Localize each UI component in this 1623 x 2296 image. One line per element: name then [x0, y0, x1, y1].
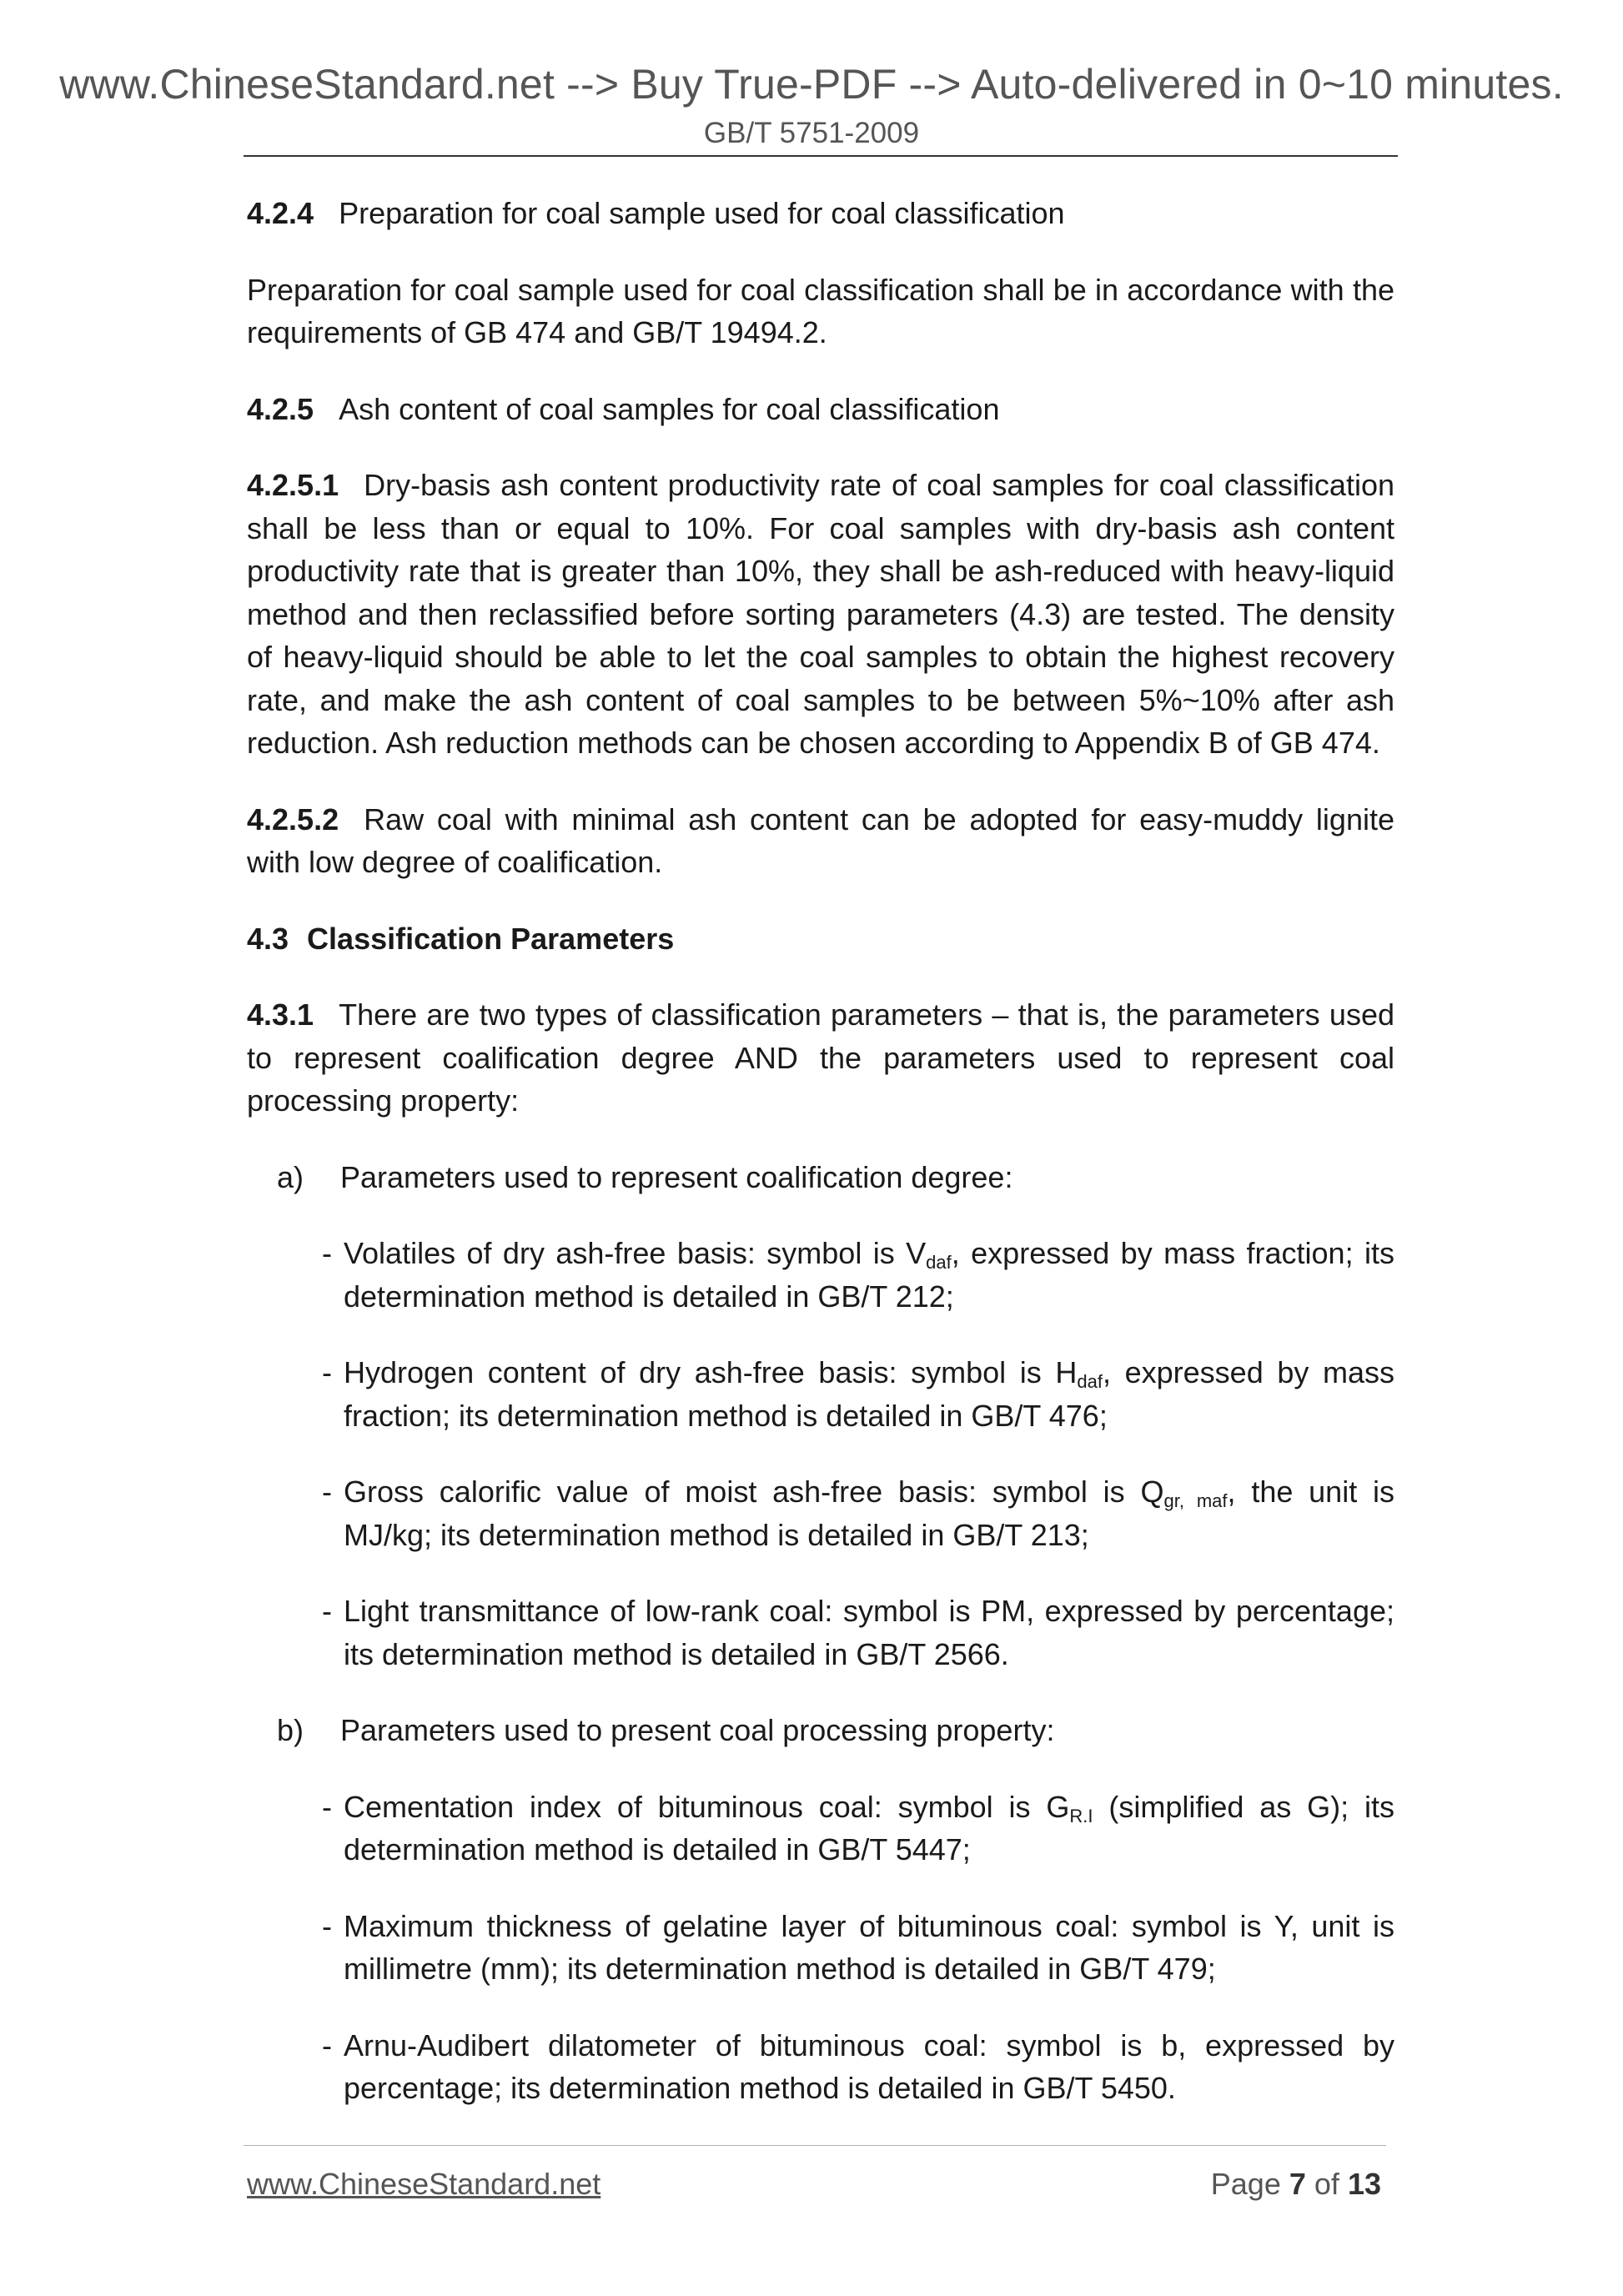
- dash-item: [322, 1351, 1394, 1437]
- section-4-2-5-heading: [247, 388, 1394, 431]
- dash-item: [322, 1232, 1394, 1318]
- dash-text: Cementation index of bituminous coal: symbol is $G_{R.I}$ (simplified as G); its determination method is detailed in GB/T 5447;: [344, 1789, 1394, 1866]
- page-label: Page: [1210, 2167, 1281, 2201]
- section-number: 4.2.5: [247, 391, 314, 426]
- header-banner[interactable]: www.ChineseStandard.net --> Buy True-PDF --> Auto-delivered in 0~10 minutes.: [59, 61, 1564, 108]
- section-4-3-1: [247, 993, 1394, 1123]
- dash-text: Hydrogen content of dry ash-free basis: symbol is $H_{daf}$, expressed by mass fraction; its determination method is detailed in GB/T 476;: [344, 1355, 1394, 1433]
- list-marker: b): [276, 1713, 304, 1747]
- footer-link[interactable]: www.ChineseStandard.net: [247, 2167, 601, 2201]
- section-4-2-4-heading: [247, 192, 1394, 235]
- page-content: [247, 192, 1394, 2143]
- dash-item: [322, 1905, 1394, 1991]
- dash-marker: -: [322, 1594, 332, 1628]
- dash-item: [322, 1786, 1394, 1871]
- dash-marker: -: [322, 1908, 332, 1943]
- section-text: There are two types of classification parameters – that is, the parameters used to represent coalification degree AND the parameters used to represent coal processing property:: [247, 997, 1394, 1118]
- of-label: of: [1314, 2167, 1339, 2201]
- header-divider: [244, 155, 1398, 157]
- dash-text: Volatiles of dry ash-free basis: symbol is $V_{daf}$, expressed by mass fraction; its determination method is detailed in GB/T 212;: [344, 1236, 1394, 1314]
- dash-item: [322, 1590, 1394, 1676]
- section-title: Classification Parameters: [307, 921, 675, 956]
- dash-marker: -: [322, 2027, 332, 2062]
- section-text: Dry-basis ash content productivity rate of coal samples for coal classification shall be less than or equal to 10%. For coal samples with dry-basis ash content productivity rate that is greater than 10%, they shall be ash-reduced with heavy-liquid method and then reclassified before sorting parameters (4.3) are tested. The density of heavy-liquid should be able to let the coal samples to obtain the highest recovery rate, and make the ash content of coal samples to be between 5%~10% after ash reduction. Ash reduction methods can be chosen according to Appendix B of GB 474.: [247, 468, 1394, 760]
- section-number: 4.2.5.2: [247, 801, 339, 837]
- page-indicator: [1211, 2167, 1381, 2202]
- section-text: Raw coal with minimal ash content can be adopted for easy-muddy lignite with low degree of coalification.: [247, 801, 1394, 879]
- dash-text: Gross calorific value of moist ash-free basis: symbol is $Q_{gr, maf}$, the unit is MJ/kg; its determination method is detailed in GB/T 213;: [344, 1475, 1394, 1552]
- dash-marker: -: [322, 1355, 332, 1389]
- section-number: 4.3.1: [247, 997, 314, 1032]
- section-number: 4.2.5.1: [247, 468, 339, 502]
- page-total: 13: [1347, 2167, 1381, 2201]
- dash-text: Light transmittance of low-rank coal: symbol is PM, expressed by percentage; its determination method is detailed in GB/T 2566.: [344, 1594, 1394, 1671]
- section-4-2-4-text: Preparation for coal sample used for coal classification shall be in accordance with the requirements of GB 474 and GB/T 19494.2.: [247, 272, 1394, 349]
- section-number: 4.3: [247, 921, 289, 956]
- dash-marker: -: [322, 1789, 332, 1824]
- document-id: GB/T 5751-2009: [703, 117, 920, 149]
- list-marker: a): [276, 1159, 304, 1194]
- page-number: 7: [1289, 2167, 1306, 2201]
- dash-marker: -: [322, 1475, 332, 1509]
- list-text: Parameters used to present coal processing property:: [340, 1713, 1055, 1747]
- section-4-2-5-1: [247, 464, 1394, 765]
- list-item-b: [247, 1709, 1394, 1752]
- dash-text: Maximum thickness of gelatine layer of bituminous coal: symbol is Y, unit is millimetre (mm); its determination method is detailed in GB/T 479;: [344, 1908, 1394, 1986]
- list-text: Parameters used to represent coalification degree:: [340, 1159, 1013, 1194]
- dash-item: [322, 1470, 1394, 1556]
- section-number: 4.2.4: [247, 196, 314, 230]
- dash-text: Arnu-Audibert dilatometer of bituminous coal: symbol is b, expressed by percentage; its determination method is detailed in GB/T 5450.: [344, 2027, 1394, 2105]
- dash-item: [322, 2024, 1394, 2110]
- list-item-a: [247, 1156, 1394, 1199]
- section-4-2-5-2: [247, 798, 1394, 884]
- section-title: Preparation for coal sample used for coal classification: [339, 196, 1065, 230]
- dash-marker: -: [322, 1236, 332, 1270]
- section-title: Ash content of coal samples for coal classification: [339, 391, 1000, 426]
- footer-divider: [244, 2145, 1386, 2146]
- section-4-3-heading: [247, 917, 1394, 961]
